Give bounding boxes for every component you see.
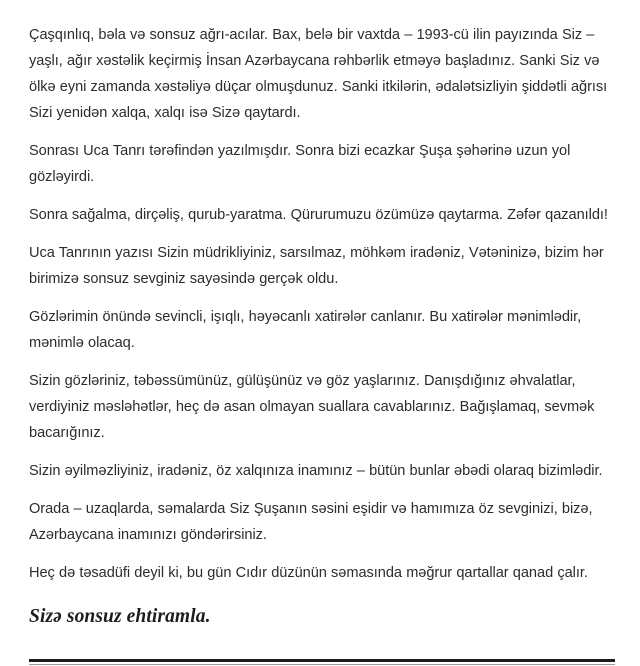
paragraph: Sonra sağalma, dirçəliş, qurub-yaratma. Qürurumuzu özümüzə qaytarma. Zəfər qazanıldı! [29, 207, 608, 223]
paragraph: Sizin əyilməzliyiniz, iradəniz, öz xalqınıza inamınız – bütün bunlar əbədi olaraq bizimlədir. [29, 463, 603, 479]
paragraph: Orada – uzaqlarda, səmalarda Siz Şuşanın səsini eşidir və hamımıza öz sevginizi, bizə, Azərbaycana inamınızı göndərirsiniz. [29, 501, 593, 543]
paragraph: Sonrası Uca Tanrı tərəfindən yazılmışdır. Sonra bizi ecazkar Şuşa şəhərinə uzun yol gözləyirdi. [29, 143, 571, 185]
divider-rule [29, 659, 615, 666]
paragraph: Heç də təsadüfi deyil ki, bu gün Cıdır düzünün səmasında məğrur qartallar qanad çalır. [29, 565, 588, 581]
paragraph: Çaşqınlıq, bəla və sonsuz ağrı-acılar. Bax, belə bir vaxtda – 1993-cü ilin payızında Siz – yaşlı, ağır xəstəlik keçirmiş İnsan Azərbaycana rəhbərlik etməyə başladınız. Sanki Siz və ölkə eyni zamanda xəstəliyə düçar olmuşdunuz. Sanki itkilərin, ədalətsizliyin şiddətli ağrısı Sizi yenidən xalqa, xalqı isə Sizə qaytardı. [29, 27, 608, 121]
signature-text: Sizə sonsuz ehtiramla. [29, 606, 211, 627]
document-body [29, 22, 613, 586]
paragraph: Sizin gözləriniz, təbəssümünüz, gülüşünüz və göz yaşlarınız. Danışdığınız əhvalatlar, verdiyiniz məsləhətlər, heç də asan olmayan suallara cavablarınız. Bağışlamaq, sevmək bacarığınız. [29, 373, 595, 441]
paragraph: Gözlərimin önündə sevincli, işıqlı, həyəcanlı xatirələr canlanır. Bu xatirələr mənimlədir, mənimlə olacaq. [29, 309, 582, 351]
paragraph: Uca Tanrının yazısı Sizin müdrikliyiniz, sarsılmaz, möhkəm iradəniz, Vətəninizə, bizim hər birimizə sonsuz sevginiz sayəsində gerçək oldu. [29, 245, 604, 287]
divider-rule-thin [29, 664, 615, 665]
